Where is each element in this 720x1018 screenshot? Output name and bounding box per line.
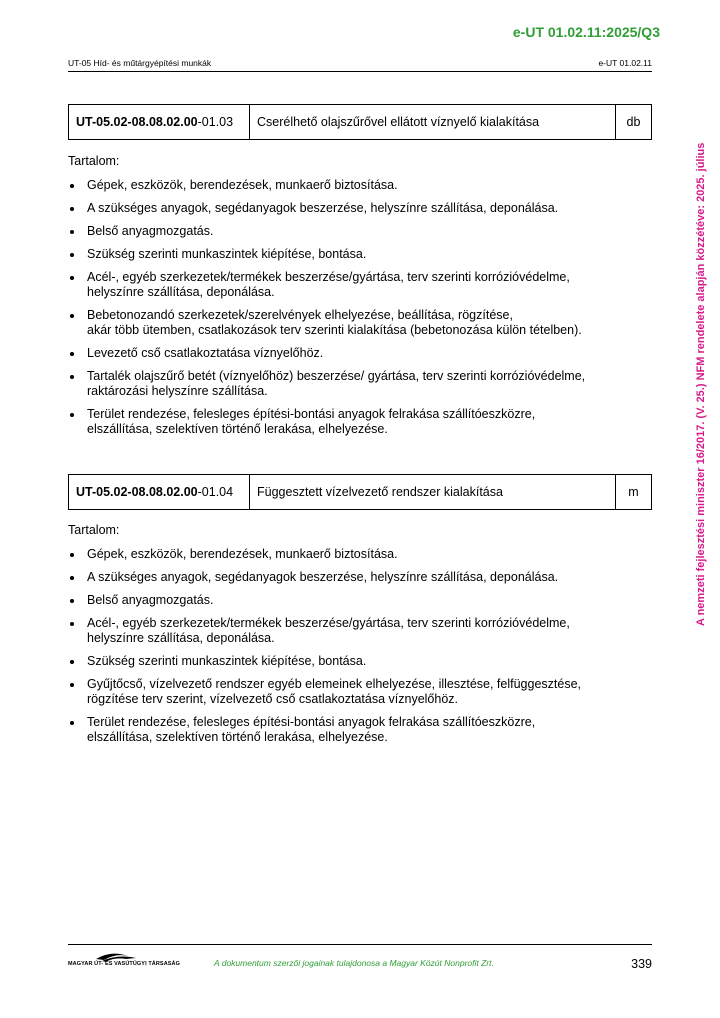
side-publication-note: A nemzeti fejlesztési miniszter 16/2017. (V. 25.) NFM rendelete alapján közzétéve: 2025. július — [695, 142, 707, 626]
content-list-item: Tartalék olajszűrő betét (víznyelőhöz) beszerzése/ gyártása, terv szerinti korrózióvédelme, raktározási helyszínre szállítása. — [68, 369, 648, 399]
content-list-item: Acél-, egyéb szerkezetek/termékek beszerzése/gyártása, terv szerinti korrózióvédelme, helyszínre szállítása, deponálása. — [68, 270, 648, 300]
content-list-item: Gyűjtőcső, vízelvezető rendszer egyéb elemeinek elhelyezése, illesztése, felfüggesztése, rögzítése terv szerint, vízelvezető cső csatlakoztatása víznyelőhöz. — [68, 677, 648, 707]
content-list-item: Szükség szerinti munkaszintek kiépítése, bontása. — [68, 654, 648, 669]
footer-divider — [68, 944, 652, 945]
item-code — [69, 105, 250, 139]
content-list-item: Szükség szerinti munkaszintek kiépítése, bontása. — [68, 247, 648, 262]
content-list-item: Bebetonozandó szerkezetek/szerelvények elhelyezése, beállítása, rögzítése, akár több ütemben, csatlakozások terv szerinti kialakítása (bebetonozása külön tételben). — [68, 308, 648, 338]
content-label: Tartalom: — [68, 523, 120, 537]
content-list-item: Terület rendezése, felesleges építési-bontási anyagok felrakása szállítóeszközre, elszállítása, szelektíven történő lerakása, elhelyezése. — [68, 715, 648, 745]
page-number: 339 — [631, 957, 652, 971]
content-list-item: Belső anyagmozgatás. — [68, 224, 648, 239]
item-code-main: UT-05.02-08.08.02.00 — [76, 115, 198, 129]
content-list-item: Belső anyagmozgatás. — [68, 593, 648, 608]
document-code: e-UT 01.02.11:2025/Q3 — [512, 24, 660, 40]
item-title: Cserélhető olajszűrővel ellátott víznyelő kialakítása — [250, 105, 616, 139]
content-list — [68, 178, 648, 445]
content-list-item: Terület rendezése, felesleges építési-bontási anyagok felrakása szállítóeszközre, elszállítása, szelektíven történő lerakása, elhelyezése. — [68, 407, 648, 437]
content-list-item: Gépek, eszközök, berendezések, munkaerő biztosítása. — [68, 547, 648, 562]
item-code-suffix: -01.04 — [197, 485, 234, 499]
header-doc-id: e-UT 01.02.11 — [598, 58, 652, 68]
society-logo-text: MAGYAR ÚT- ÉS VASÚTÜGYI TÁRSASÁG — [68, 961, 180, 967]
content-list-item: Acél-, egyéb szerkezetek/termékek beszerzése/gyártása, terv szerinti korrózióvédelme, helyszínre szállítása, deponálása. — [68, 616, 648, 646]
header-chapter-title: UT-05 Híd- és műtárgyépítési munkák — [68, 58, 212, 68]
item-unit: m — [628, 485, 639, 499]
item-code — [69, 475, 250, 509]
copyright-note: A dokumentum szerzői jogainak tulajdonosa a Magyar Közút Nonprofit Zrt. — [214, 958, 494, 968]
item-title: Függesztett vízelvezető rendszer kialakítása — [250, 475, 616, 509]
item-header-table — [68, 104, 652, 140]
item-unit: db — [626, 115, 641, 129]
item-code-suffix: -01.03 — [197, 115, 234, 129]
content-list-item: A szükséges anyagok, segédanyagok beszerzése, helyszínre szállítása, deponálása. — [68, 570, 648, 585]
item-code-main: UT-05.02-08.08.02.00 — [76, 485, 198, 499]
content-list-item: Gépek, eszközök, berendezések, munkaerő biztosítása. — [68, 178, 648, 193]
content-list-item: Levezető cső csatlakoztatása víznyelőhöz. — [68, 346, 648, 361]
content-list — [68, 547, 648, 753]
content-label: Tartalom: — [68, 154, 120, 168]
header-divider — [68, 71, 652, 72]
content-list-item: A szükséges anyagok, segédanyagok beszerzése, helyszínre szállítása, deponálása. — [68, 201, 648, 216]
item-header-table — [68, 474, 652, 510]
